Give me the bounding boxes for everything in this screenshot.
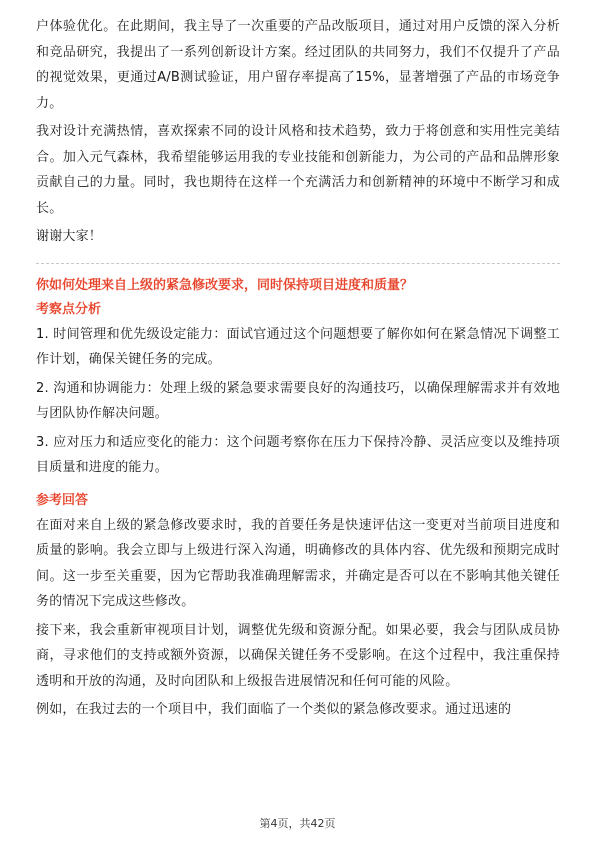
answer-heading: 参考回答	[36, 492, 89, 508]
analysis-item: 3. 应对压力和适应变化的能力：这个问题考察你在压力下保持冷静、灵活应变以及维持项目质量和进度的能力。	[36, 434, 560, 475]
closing-thanks: 谢谢大家！	[36, 229, 103, 244]
answer-paragraph: 接下来，我会重新审视项目计划，调整优先级和资源分配。如果必要，我会与团队成员协商，寻求他们的支持或额外资源，以确保关键任务不受影响。在这个过程中，我注重保持透明和开放的沟通，及时向团队和上级报告进展情况和任何可能的风险。	[36, 622, 560, 689]
page-number: 第4页，共42页	[259, 817, 336, 830]
analysis-heading: 考察点分析	[36, 301, 102, 317]
analysis-item: 2. 沟通和协调能力：处理上级的紧急要求需要良好的沟通技巧，以确保理解需求并有效地与团队协作解决问题。	[36, 380, 560, 421]
analysis-item: 1. 时间管理和优先级设定能力：面试官通过这个问题想要了解你如何在紧急情况下调整工作计划，确保关键任务的完成。	[36, 326, 560, 367]
section-divider	[36, 263, 560, 264]
interview-question: 你如何处理来自上级的紧急修改要求，同时保持项目进度和质量？	[36, 277, 414, 293]
intro-paragraph: 我对设计充满热情，喜欢探索不同的设计风格和技术趋势，致力于将创意和实用性完美结合。加入元气森林，我希望能够运用我的专业技能和创新能力，为公司的产品和品牌形象贡献自己的力量。同时，我也期待在这样一个充满活力和创新精神的环境中不断学习和成长。	[36, 124, 560, 216]
document-page	[36, 14, 560, 723]
intro-paragraph: 户体验优化。在此期间，我主导了一次重要的产品改版项目，通过对用户反馈的深入分析和竞品研究，我提出了一系列创新设计方案。经过团队的共同努力，我们不仅提升了产品的视觉效果，更通过A/B测试验证，用户留存率提高了15%，显著增强了产品的市场竞争力。	[36, 19, 560, 111]
answer-paragraph: 在面对来自上级的紧急修改要求时，我的首要任务是快速评估这一变更对当前项目进度和质量的影响。我会立即与上级进行深入沟通，明确修改的具体内容、优先级和预期完成时间。这一步至关重要，因为它帮助我准确理解需求，并确定是否可以在不影响其他关键任务的情况下完成这些修改。	[36, 517, 560, 609]
answer-paragraph: 例如，在我过去的一个项目中，我们面临了一个类似的紧急修改要求。通过迅速的	[36, 702, 512, 717]
